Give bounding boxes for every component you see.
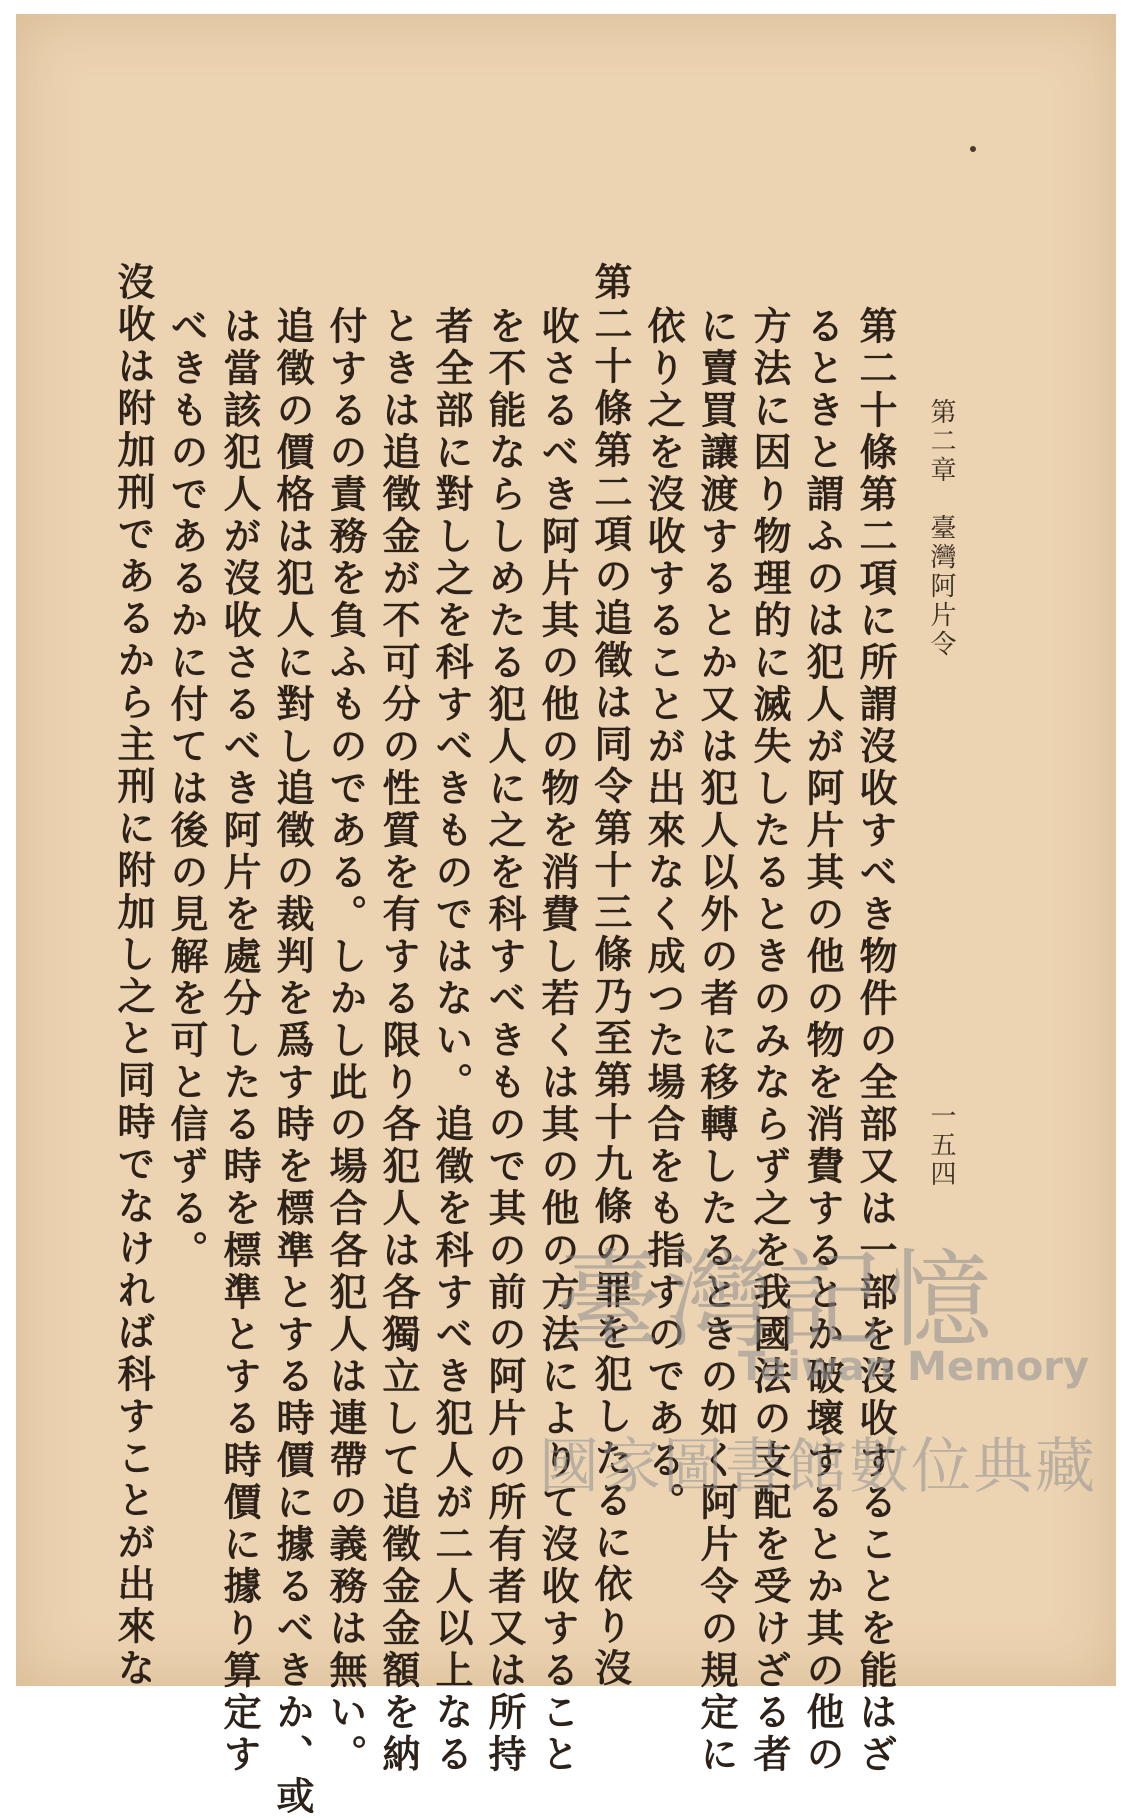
text-column: に賣買讓渡するとか又は犯人以外の者に移轉したるときの如く阿片令の規定に [694,306,739,1776]
running-title: 第二章 臺灣阿片令 [926,398,956,659]
text-column: 沒收は附加刑であるから主刑に附加し之と同時でなければ科すことが出來な [111,262,156,1690]
text-column: 依り之を沒收することが出來なく成つた場合をも指すのである。 [641,306,686,1524]
book-page [16,14,1116,1818]
page-number: 一五四 [926,1102,956,1189]
text-column: 第二十條第二項の追徵は同令第十三條乃至第十九條の罪を犯したるに依り沒 [588,262,633,1690]
text-column: 付するの責務を負ふものである。しかし此の場合各犯人は連帶の義務は無い。 [323,306,368,1776]
text-column: 方法に因り物理的に滅失したるときのみならず之を我國法の支配を受けざる者 [747,306,792,1776]
text-column: べきものであるかに付ては後の見解を可と信ずる。 [164,306,209,1272]
text-column: ときは追徵金が不可分の性質を有する限り各犯人は各獨立して追徵金金額を納 [376,306,421,1776]
text-column: を不能ならしめたる犯人に之を科すべきもので其の前の阿片の所有者又は所持 [482,306,527,1776]
text-column: は當該犯人が沒收さるべき阿片を處分したる時を標準とする時價に據り算定す [217,306,262,1776]
text-column: るときと謂ふのは犯人が阿片其の他の物を消費するとか破壞するとか其の他の [800,306,845,1776]
watermark-latin: Taiwan Memory [738,1344,1090,1390]
text-column: 第二十條第二項に所謂沒收すべき物件の全部又は一部を沒收することを能はざ [853,306,898,1776]
watermark-logo: 臺灣記憶 [556,1239,996,1362]
text-column: 者全部に對し之を科すべきものではない。追徵を科すべき犯人が二人以上なる [429,306,474,1776]
ink-speck [970,146,976,152]
text-column: 收さるべき阿片其の他の物を消費し若くは其の他の方法によりて沒收すること [535,306,580,1776]
text-column: 追徵の價格は犯人に對し追徵の裁判を爲す時を標準とする時價に據るべきか、或 [270,306,315,1818]
watermark-institution: 國家圖書館數位典藏 [539,1432,1097,1502]
